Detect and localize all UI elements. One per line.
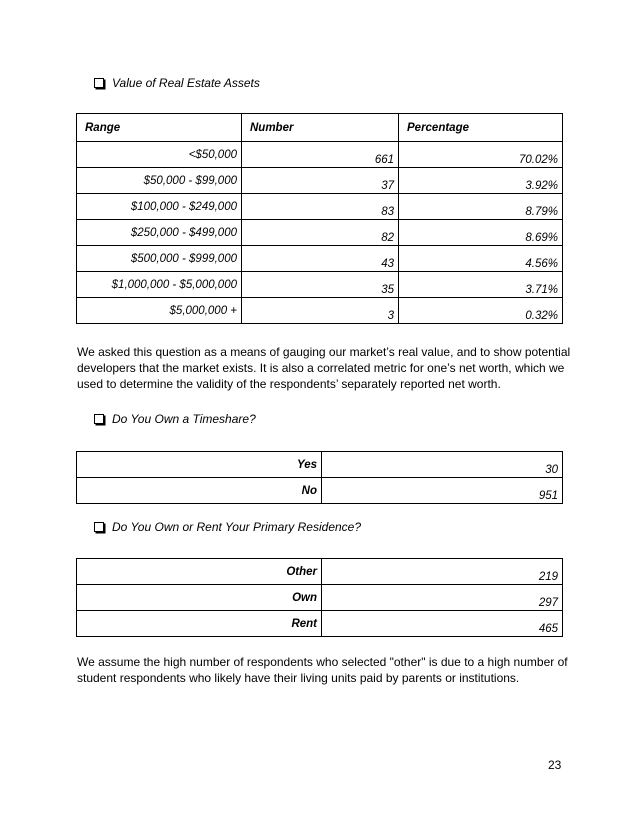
table-row [77, 194, 563, 220]
heading-text: Value of Real Estate Assets [112, 76, 260, 90]
count-cell: 465 [322, 611, 563, 637]
table-row [77, 298, 563, 324]
range-cell: $5,000,000 + [77, 298, 242, 324]
answer-label-cell: Own [77, 585, 322, 611]
timeshare-table [76, 451, 563, 504]
table-row [77, 142, 563, 168]
table-row [77, 168, 563, 194]
page-number: 23 [548, 758, 562, 772]
real-estate-table [76, 113, 563, 324]
table-row [77, 272, 563, 298]
table-row [77, 220, 563, 246]
checkbox-bullet-icon [94, 414, 104, 424]
percentage-cell: 0.32% [399, 298, 563, 324]
table-row [77, 585, 563, 611]
percentage-cell: 3.71% [399, 272, 563, 298]
range-cell: $100,000 - $249,000 [77, 194, 242, 220]
answer-label-cell: Yes [77, 452, 322, 478]
section-heading-timeshare [94, 412, 256, 426]
real-estate-paragraph: We asked this question as a means of gauging our market’s real value, and to show potential developers that the market exists. It is also a correlated metric for one’s net worth, which we used to determine the validity of the respondents’ separately reported net worth. [77, 345, 571, 391]
number-cell: 35 [242, 272, 399, 298]
residence-paragraph: We assume the high number of respondents who selected "other" is due to a high number of student respondents who likely have their living units paid by parents or institutions. [77, 655, 568, 685]
answer-label-cell: Other [77, 559, 322, 585]
table-row [77, 478, 563, 504]
percentage-cell: 4.56% [399, 246, 563, 272]
checkbox-bullet-icon [94, 78, 104, 88]
answer-label-cell: No [77, 478, 322, 504]
table-header-row [77, 114, 563, 142]
percentage-cell: 8.69% [399, 220, 563, 246]
number-cell: 82 [242, 220, 399, 246]
table-row [77, 246, 563, 272]
percentage-cell: 3.92% [399, 168, 563, 194]
table-row [77, 611, 563, 637]
count-cell: 30 [322, 452, 563, 478]
percentage-cell: 70.02% [399, 142, 563, 168]
range-cell: $500,000 - $999,000 [77, 246, 242, 272]
column-header: Percentage [399, 114, 563, 142]
column-header: Range [77, 114, 242, 142]
number-cell: 43 [242, 246, 399, 272]
count-cell: 951 [322, 478, 563, 504]
table-row [77, 559, 563, 585]
residence-table [76, 558, 563, 637]
range-cell: $250,000 - $499,000 [77, 220, 242, 246]
number-cell: 83 [242, 194, 399, 220]
range-cell: $1,000,000 - $5,000,000 [77, 272, 242, 298]
range-cell: $50,000 - $99,000 [77, 168, 242, 194]
range-cell: <$50,000 [77, 142, 242, 168]
number-cell: 37 [242, 168, 399, 194]
number-cell: 661 [242, 142, 399, 168]
table-row [77, 452, 563, 478]
column-header: Number [242, 114, 399, 142]
checkbox-bullet-icon [94, 522, 104, 532]
count-cell: 297 [322, 585, 563, 611]
section-heading-real-estate [94, 76, 260, 90]
count-cell: 219 [322, 559, 563, 585]
section-heading-residence [94, 520, 361, 534]
answer-label-cell: Rent [77, 611, 322, 637]
percentage-cell: 8.79% [399, 194, 563, 220]
number-cell: 3 [242, 298, 399, 324]
heading-text: Do You Own or Rent Your Primary Residence? [112, 520, 362, 534]
heading-text: Do You Own a Timeshare? [112, 412, 256, 426]
